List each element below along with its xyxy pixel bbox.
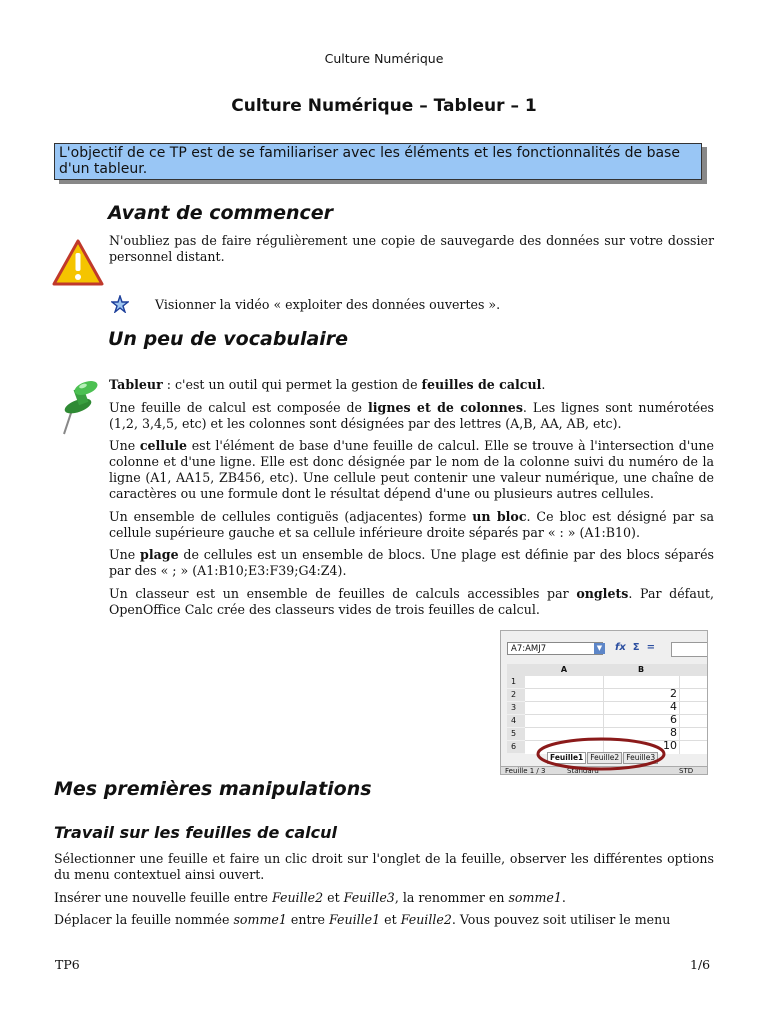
cell-value: 2 xyxy=(670,687,677,700)
sheet-tab: Feuille1 xyxy=(547,752,586,764)
row-header: 5 xyxy=(507,728,525,740)
spreadsheet-screenshot xyxy=(500,630,708,775)
column-header-c xyxy=(679,664,708,676)
highlight-ellipse xyxy=(535,736,667,772)
cell-value: 8 xyxy=(670,726,677,739)
page-header: Culture Numérique xyxy=(324,51,444,66)
warning-text: N'oubliez pas de faire régulièrement une copie de sauvegarde des données sur votre dossier personnel distant. xyxy=(109,233,714,264)
page-title: Culture Numérique – Tableur – 1 xyxy=(231,96,537,116)
formula-toolbar xyxy=(615,642,655,653)
chevron-down-icon: ▼ xyxy=(594,643,605,654)
vocab-feuille: Une feuille de calcul est composée de lignes et de colonnes. Les lignes sont numérotées (1,2, 3,4,5, etc) et les colonnes sont désignées par des lettres (A,B, AA, AB, etc). xyxy=(109,399,715,431)
function-wizard-icon: fx xyxy=(615,642,626,653)
manip-p3: Déplacer la feuille nommée somme1 entre Feuille1 et Feuille2. Vous pouvez soit utiliser le menu xyxy=(54,912,671,927)
column-header-b: B xyxy=(603,664,680,676)
cell-value: 6 xyxy=(670,713,677,726)
objective-box: L'objectif de ce TP est de se familiariser avec les éléments et les fonctionnalités de base d'un tableur. xyxy=(54,143,702,180)
corner-cell xyxy=(507,664,526,676)
sheet-tab: Feuille3 xyxy=(623,752,658,764)
manipulation-paragraphs xyxy=(54,851,714,935)
manip-p2: Insérer une nouvelle feuille entre Feuille2 et Feuille3, la renommer en somme1. xyxy=(54,889,566,905)
vocab-bloc: Un ensemble de cellules contiguës (adjacentes) forme un bloc. Ce bloc est désigné par sa cellule supérieure gauche et sa cellule inférieure droite séparés par « : » (A1:B10). xyxy=(109,508,715,540)
star-icon xyxy=(111,295,129,313)
status-bar: Feuille 1 / 3 Standard STD xyxy=(501,766,707,775)
sheet-tab: Feuille2 xyxy=(587,752,622,764)
vocabulary-paragraphs xyxy=(109,377,714,624)
page-number: 1/6 xyxy=(690,957,711,972)
cell-value: 10 xyxy=(663,739,677,752)
vocab-plage: Une plage de cellules est un ensemble de blocs. Une plage est définie par des blocs séparés par des « ; » (A1:B10;E3:F39;G4:Z4). xyxy=(109,547,714,578)
row-header: 2 xyxy=(507,689,525,701)
sum-icon: Σ xyxy=(632,642,640,653)
cell-value: 4 xyxy=(670,700,677,713)
warning-triangle-icon xyxy=(52,238,104,288)
video-link-text[interactable]: Visionner la vidéo « exploiter des données ouvertes ». xyxy=(155,297,501,312)
section-heading-avant: Avant de commencer xyxy=(108,202,334,224)
section-heading-vocabulaire: Un peu de vocabulaire xyxy=(108,328,349,350)
row-header: 4 xyxy=(507,715,525,727)
manip-p1: Sélectionner une feuille et faire un clic droit sur l'onglet de la feuille, observer les différentes options du menu contextuel ainsi ouvert. xyxy=(54,851,714,882)
row-header: 1 xyxy=(507,676,525,688)
vocab-cellule: Une cellule est l'élément de base d'une feuille de calcul. Elle se trouve à l'intersection d'une colonne et d'une ligne. Elle est donc désignée par le nom de la colonne suivi du numéro de la ligne (A1, AA15, ZB456, etc). Une cellule peut contenir une valeur numérique, une chaîne de caractères ou une formule dont le résultat dépend d'une ou plusieurs autres cellules. xyxy=(109,438,714,501)
pushpin-icon xyxy=(58,378,104,438)
column-header-a: A xyxy=(525,664,604,676)
formula-input xyxy=(671,642,708,657)
vocab-classeur: Un classeur est un ensemble de feuilles de calculs accessibles par onglets. Par défaut, OpenOffice Calc crée des classeurs vides de trois feuilles de calcul. xyxy=(109,585,714,617)
section-heading-manipulations: Mes premières manipulations xyxy=(54,778,372,800)
row-header: 6 xyxy=(507,741,525,753)
name-box: A7:AMJ7 xyxy=(507,642,603,655)
vocab-tableur: Tableur : c'est un outil qui permet la gestion de feuilles de calcul. xyxy=(109,377,546,392)
row-header: 3 xyxy=(507,702,525,714)
equals-icon: = xyxy=(646,642,655,653)
footer-left: TP6 xyxy=(55,957,80,972)
subheading-feuilles: Travail sur les feuilles de calcul xyxy=(54,823,338,842)
